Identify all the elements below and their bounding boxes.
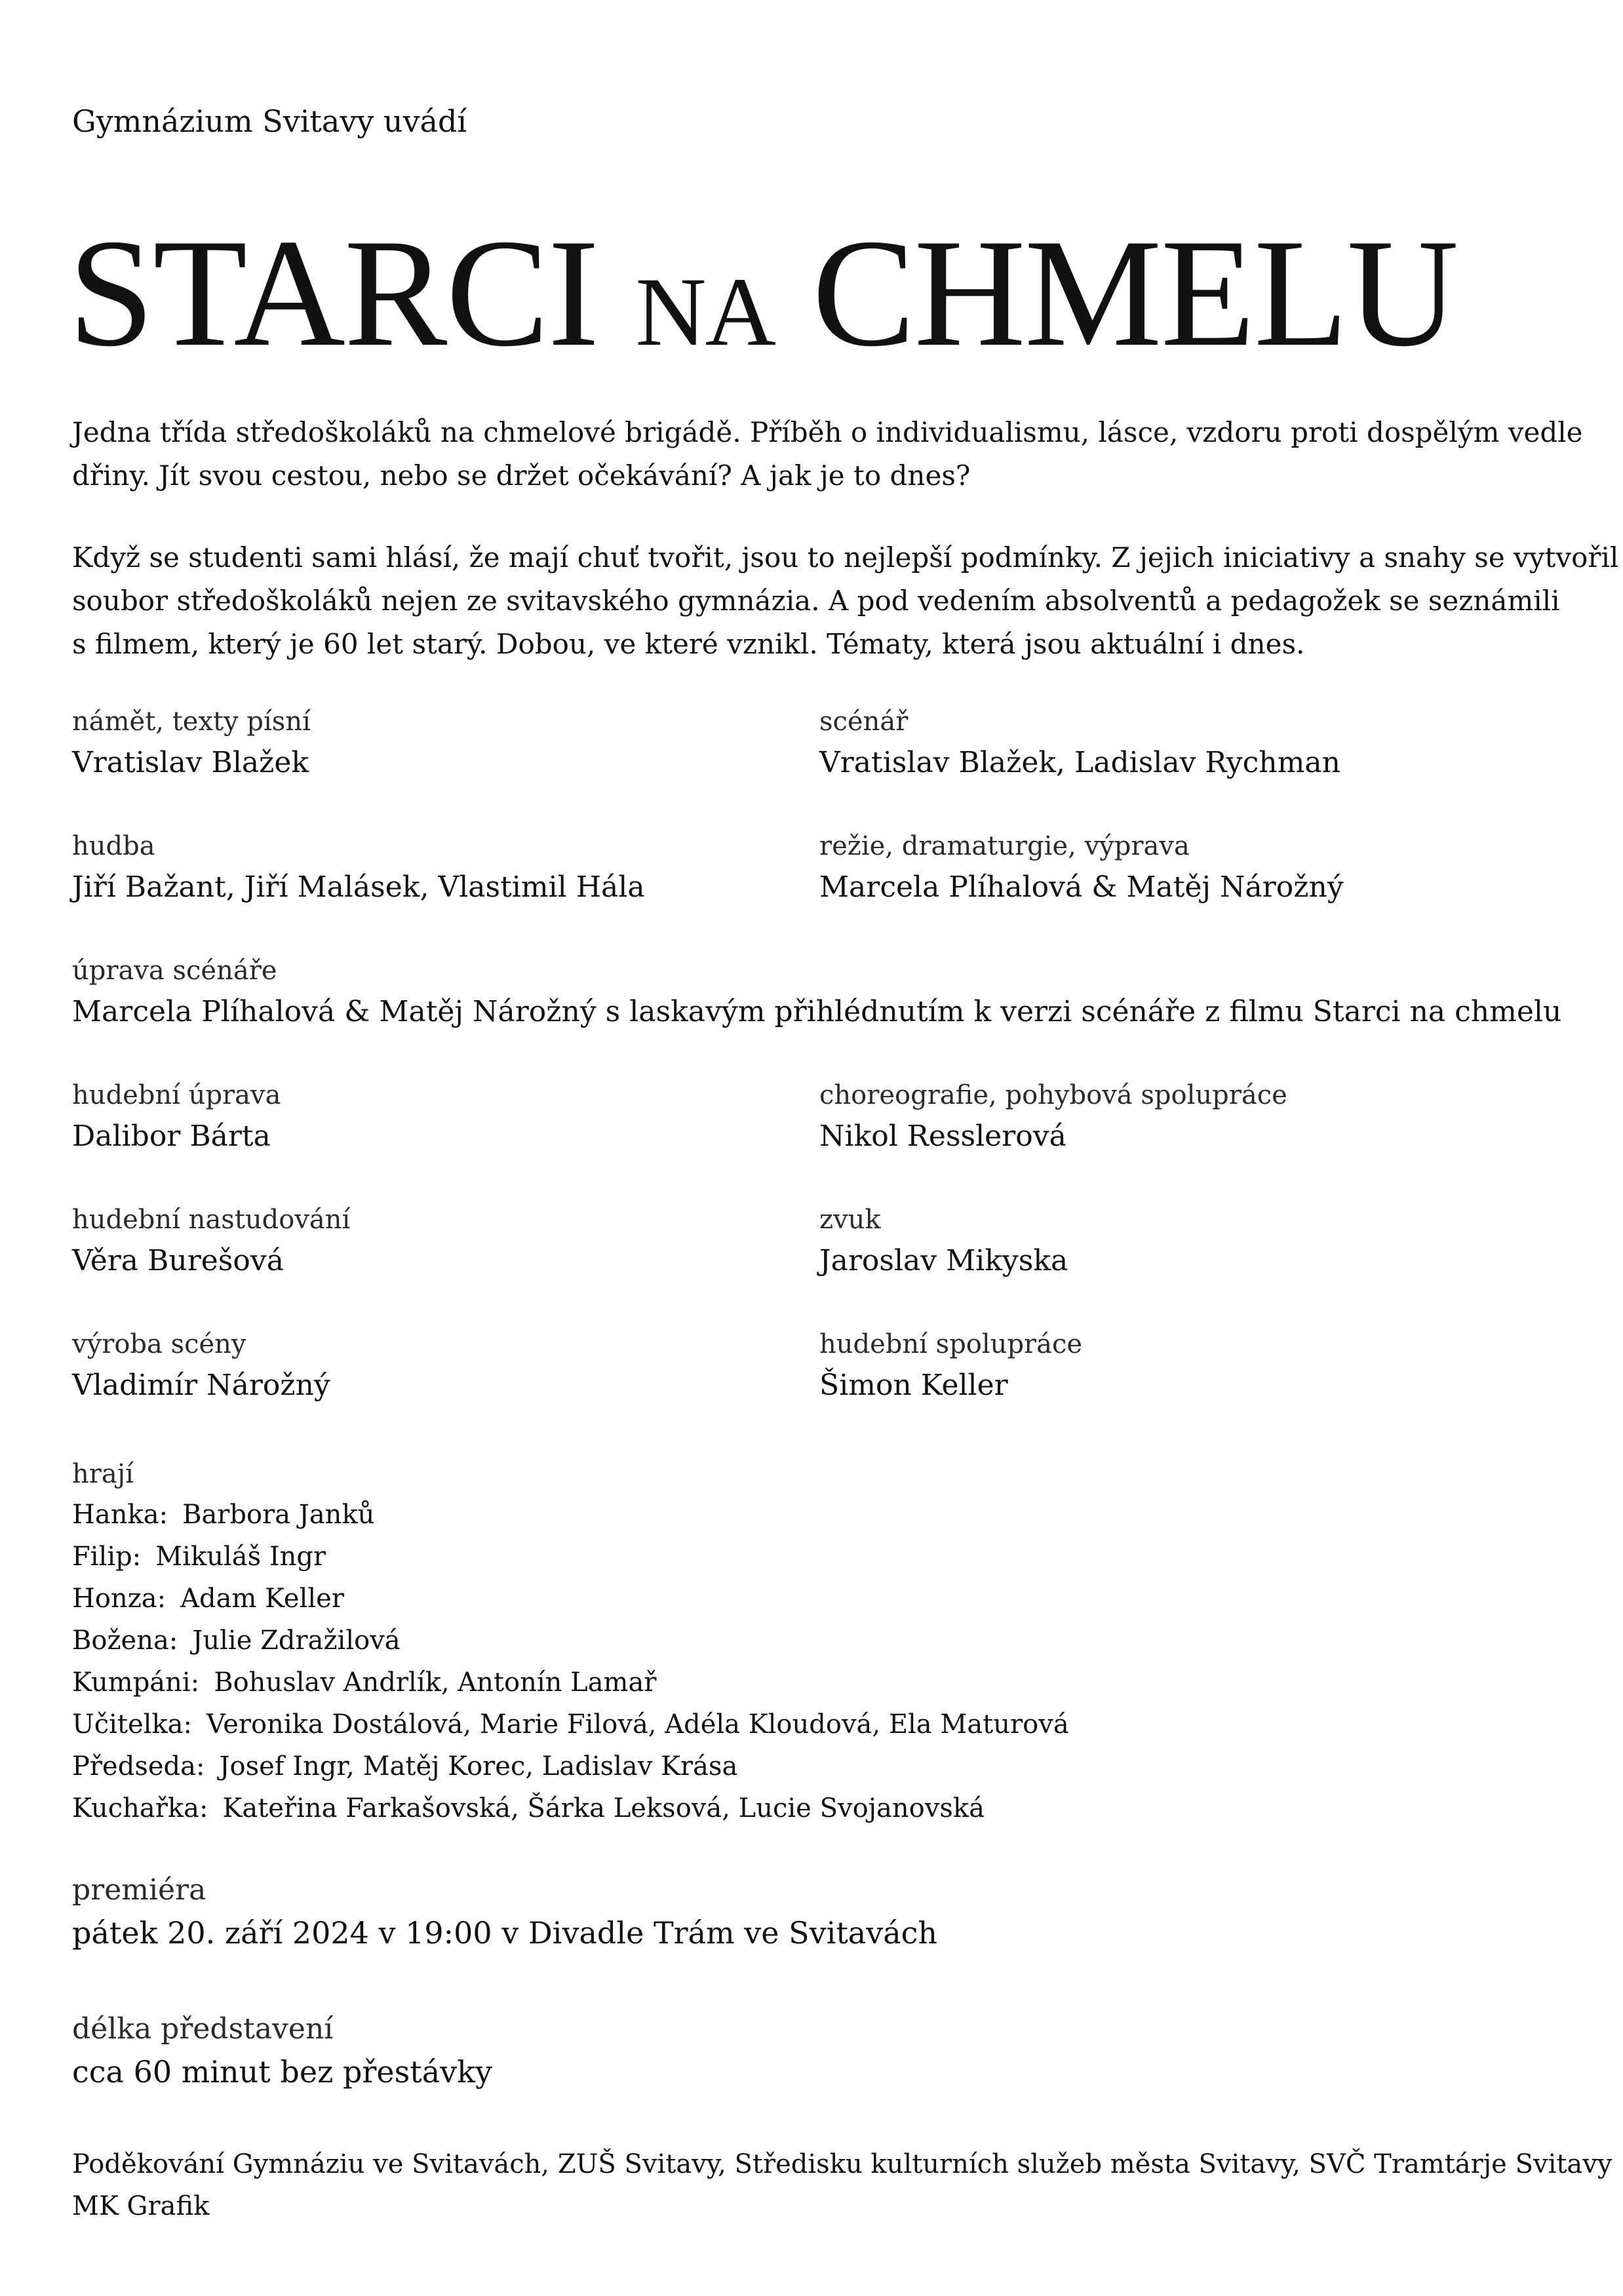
title-word-chmelu: CHMELU xyxy=(812,208,1458,379)
credit-value-hudba: Jiří Bažant, Jiří Malásek, Vlastimil Hála xyxy=(72,870,645,904)
cast-role: Honza: xyxy=(72,1584,166,1614)
cast-row xyxy=(72,1500,374,1530)
length-label: délka představení xyxy=(72,2012,334,2046)
presenter-line: Gymnázium Svitavy uvádí xyxy=(72,104,467,139)
cast-actors: Mikuláš Ingr xyxy=(155,1542,326,1572)
cast-role: Hanka: xyxy=(72,1500,168,1530)
credit-value-vyroba: Vladimír Nárožný xyxy=(72,1369,330,1402)
cast-actors: Barbora Janků xyxy=(182,1500,375,1530)
credit-value-scenar: Vratislav Blažek, Ladislav Rychman xyxy=(819,746,1340,779)
credit-value-rezie: Marcela Plíhalová & Matěj Nárožný xyxy=(819,870,1344,904)
intro-line: s filmem, který je 60 let starý. Dobou, ve které vznikl. Tématy, která jsou aktuální i dnes. xyxy=(72,628,1305,660)
cast-role: Předseda: xyxy=(72,1751,205,1781)
acknowledgements-line: MK Grafik xyxy=(72,2191,210,2221)
title-word-starci: STARCI xyxy=(68,208,598,379)
premiere-value: pátek 20. září 2024 v 19:00 v Divadle Trám ve Svitavách xyxy=(72,1915,938,1951)
credit-label-choreografie: choreografie, pohybová spolupráce xyxy=(819,1080,1287,1110)
length-value: cca 60 minut bez přestávky xyxy=(72,2054,492,2090)
credit-label-hudba: hudba xyxy=(72,831,155,861)
cast-actors: Kateřina Farkašovská, Šárka Leksová, Lucie Svojanovská xyxy=(222,1793,985,1823)
cast-row xyxy=(72,1751,737,1781)
credit-label-scenar: scénář xyxy=(819,707,909,737)
intro-line: dřiny. Jít svou cestou, nebo se držet očekávání? A jak je to dnes? xyxy=(72,459,971,492)
credit-value-spoluprace: Šimon Keller xyxy=(819,1369,1008,1402)
cast-role: Kuchařka: xyxy=(72,1793,208,1823)
cast-role: Kumpáni: xyxy=(72,1667,200,1698)
credit-label-rezie: režie, dramaturgie, výprava xyxy=(819,831,1190,861)
credit-value-uprava: Marcela Plíhalová & Matěj Nárožný s laskavým přihlédnutím k verzi scénáře z filmu Starci na chmelu xyxy=(72,995,1562,1028)
cast-row xyxy=(72,1709,1069,1740)
credit-label-uprava: úprava scénáře xyxy=(72,956,277,986)
credit-label-hudebni-uprava: hudební úprava xyxy=(72,1080,281,1110)
credit-label-nastudovani: hudební nastudování xyxy=(72,1205,351,1235)
cast-actors: Adam Keller xyxy=(180,1584,344,1614)
cast-row xyxy=(72,1625,401,1656)
credit-value-zvuk: Jaroslav Mikyska xyxy=(819,1244,1068,1277)
cast-actors: Bohuslav Andrlík, Antonín Lamař xyxy=(214,1667,657,1698)
intro-paragraph-2 xyxy=(72,536,1618,666)
premiere-label: premiéra xyxy=(72,1873,206,1907)
cast-row xyxy=(72,1793,985,1823)
cast-actors: Julie Zdražilová xyxy=(192,1625,401,1656)
cast-actors: Veronika Dostálová, Marie Filová, Adéla Kloudová, Ela Maturová xyxy=(206,1709,1069,1740)
credit-label-spoluprace: hudební spolupráce xyxy=(819,1329,1083,1359)
acknowledgements xyxy=(72,2143,1612,2227)
cast-role: Božena: xyxy=(72,1625,178,1656)
title-word-na: NA xyxy=(635,258,775,366)
cast-role: Učitelka: xyxy=(72,1709,193,1740)
intro-line: soubor středoškoláků nejen ze svitavského gymnázia. A pod vedením absolventů a pedagožek se seznámili xyxy=(72,585,1560,617)
cast-row xyxy=(72,1667,656,1698)
page-title xyxy=(68,208,1458,379)
cast-role: Filip: xyxy=(72,1542,142,1572)
credit-value-choreografie: Nikol Resslerová xyxy=(819,1119,1066,1153)
credit-label-namet: námět, texty písní xyxy=(72,707,311,737)
cast-row xyxy=(72,1584,344,1614)
intro-line: Jedna třída středoškoláků na chmelové brigádě. Příběh o individualismu, lásce, vzdoru proti dospělým vedle xyxy=(72,416,1583,448)
credit-value-nastudovani: Věra Burešová xyxy=(72,1244,284,1277)
credit-value-namet: Vratislav Blažek xyxy=(72,746,309,779)
intro-line: Když se studenti sami hlásí, že mají chuť tvořit, jsou to nejlepší podmínky. Z jejich iniciativy a snahy se vytvořil xyxy=(72,541,1619,574)
credit-label-vyroba: výroba scény xyxy=(72,1329,246,1359)
cast-row xyxy=(72,1542,326,1572)
acknowledgements-line: Poděkování Gymnáziu ve Svitavách, ZUŠ Svitavy, Středisku kulturních služeb města Svitavy, SVČ Tramtárje Svitavy xyxy=(72,2149,1613,2179)
cast-actors: Josef Ingr, Matěj Korec, Ladislav Krása xyxy=(219,1751,738,1781)
cast-label: hrají xyxy=(72,1459,134,1489)
intro-paragraph-1 xyxy=(72,411,1583,497)
credit-value-hudebni-uprava: Dalibor Bárta xyxy=(72,1119,271,1153)
credit-label-zvuk: zvuk xyxy=(819,1205,881,1235)
